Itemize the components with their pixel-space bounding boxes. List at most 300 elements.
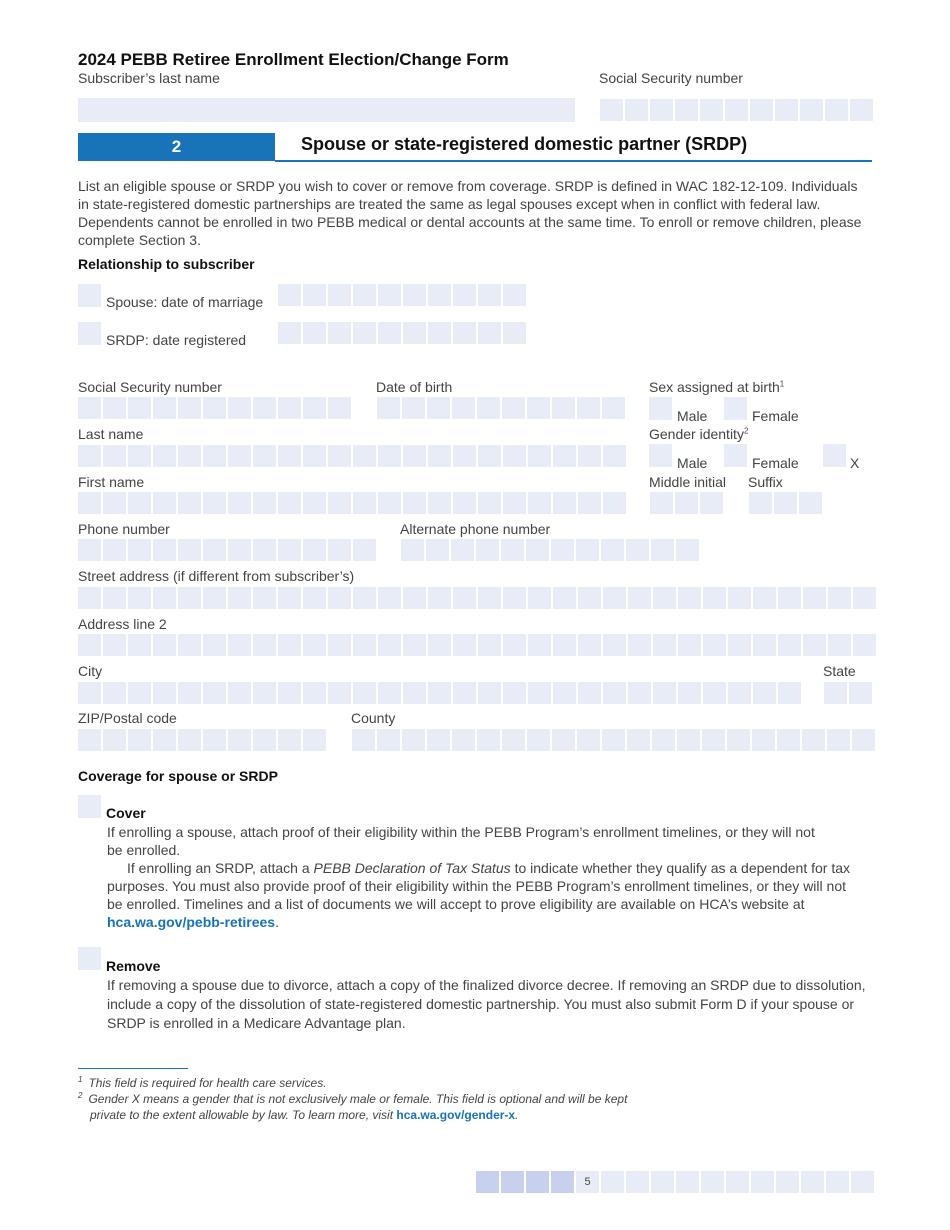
subscriber-last-name-label: Subscriber’s last name (78, 70, 220, 86)
char-box[interactable] (103, 682, 126, 704)
char-box[interactable] (800, 99, 823, 121)
char-box[interactable] (503, 445, 526, 467)
char-box[interactable] (203, 397, 226, 419)
char-box[interactable] (203, 587, 226, 609)
char-box[interactable] (728, 682, 751, 704)
char-box[interactable] (328, 445, 351, 467)
char-box[interactable] (453, 322, 476, 344)
phone-input[interactable] (78, 539, 378, 561)
char-box[interactable] (578, 587, 601, 609)
char-box[interactable] (778, 634, 801, 656)
page-number: 5 (576, 1171, 599, 1193)
char-box[interactable] (799, 492, 822, 514)
char-box[interactable] (600, 99, 623, 121)
char-box[interactable] (401, 539, 424, 561)
gender-x-checkbox[interactable] (823, 444, 846, 467)
srdp-checkbox[interactable] (78, 322, 101, 345)
section-intro: List an eligible spouse or SRDP you wish to cover or remove from coverage. SRDP is defined in WAC 182-12-109. Individuals in state-registered domestic partnerships are treated the same as legal spouses except when in conflict with federal law. Dependents cannot be enrolled in two PEBB medical or dental accounts at the same time. To enroll or remove children, please complete Section 3. (78, 178, 862, 248)
page-cell (726, 1171, 749, 1193)
char-box[interactable] (403, 322, 426, 344)
cover-checkbox[interactable] (78, 795, 101, 818)
char-box[interactable] (253, 587, 276, 609)
char-box[interactable] (603, 634, 626, 656)
char-box[interactable] (803, 634, 826, 656)
middle-initial-input[interactable] (650, 492, 725, 514)
char-box[interactable] (453, 445, 476, 467)
char-box[interactable] (478, 322, 501, 344)
char-box[interactable] (403, 284, 426, 306)
char-box[interactable] (128, 397, 151, 419)
char-box[interactable] (78, 682, 101, 704)
char-box[interactable] (453, 587, 476, 609)
char-box[interactable] (353, 539, 376, 561)
char-box[interactable] (378, 284, 401, 306)
gender-label: Gender identity$^2$ (649, 426, 749, 442)
char-box[interactable] (827, 729, 850, 751)
char-box[interactable] (103, 397, 126, 419)
char-box[interactable] (153, 682, 176, 704)
subscriber-last-name-input[interactable] (78, 98, 575, 122)
char-box[interactable] (78, 445, 101, 467)
char-box[interactable] (228, 634, 251, 656)
char-box[interactable] (153, 492, 176, 514)
page-cell (501, 1171, 524, 1193)
char-box[interactable] (253, 682, 276, 704)
char-box[interactable] (178, 397, 201, 419)
char-box[interactable] (228, 729, 251, 751)
first-name-input[interactable] (78, 492, 628, 514)
char-box[interactable] (725, 99, 748, 121)
char-box[interactable] (628, 634, 651, 656)
char-box[interactable] (353, 492, 376, 514)
char-box[interactable] (128, 492, 151, 514)
char-box[interactable] (278, 682, 301, 704)
char-box[interactable] (353, 445, 376, 467)
char-box[interactable] (303, 682, 326, 704)
char-box[interactable] (803, 587, 826, 609)
char-box[interactable] (303, 397, 326, 419)
char-box[interactable] (427, 729, 450, 751)
char-box[interactable] (528, 445, 551, 467)
char-box[interactable] (478, 634, 501, 656)
char-box[interactable] (228, 492, 251, 514)
char-box[interactable] (849, 682, 872, 704)
char-box[interactable] (428, 587, 451, 609)
char-box[interactable] (352, 729, 375, 751)
char-box[interactable] (852, 729, 875, 751)
char-box[interactable] (178, 492, 201, 514)
char-box[interactable] (203, 445, 226, 467)
char-box[interactable] (478, 682, 501, 704)
char-box[interactable] (653, 634, 676, 656)
subscriber-ssn-label: Social Security number (599, 70, 743, 86)
char-box[interactable] (178, 445, 201, 467)
char-box[interactable] (103, 587, 126, 609)
char-box[interactable] (78, 587, 101, 609)
char-box[interactable] (203, 729, 226, 751)
char-box[interactable] (428, 492, 451, 514)
char-box[interactable] (452, 729, 475, 751)
char-box[interactable] (625, 99, 648, 121)
gender-x-link[interactable]: hca.wa.gov/gender-x (396, 1108, 516, 1122)
char-box[interactable] (178, 729, 201, 751)
char-box[interactable] (478, 445, 501, 467)
char-box[interactable] (377, 397, 400, 419)
char-box[interactable] (353, 634, 376, 656)
char-box[interactable] (402, 397, 425, 419)
char-box[interactable] (153, 587, 176, 609)
char-box[interactable] (253, 634, 276, 656)
char-box[interactable] (403, 634, 426, 656)
char-box[interactable] (203, 634, 226, 656)
char-box[interactable] (553, 492, 576, 514)
char-box[interactable] (752, 729, 775, 751)
char-box[interactable] (453, 284, 476, 306)
char-box[interactable] (828, 587, 851, 609)
char-box[interactable] (553, 634, 576, 656)
char-box[interactable] (328, 397, 351, 419)
sex-male-checkbox[interactable] (649, 397, 672, 420)
char-box[interactable] (303, 634, 326, 656)
char-box[interactable] (253, 397, 276, 419)
char-box[interactable] (378, 634, 401, 656)
char-box[interactable] (601, 539, 624, 561)
char-box[interactable] (552, 397, 575, 419)
char-box[interactable] (775, 99, 798, 121)
char-box[interactable] (528, 682, 551, 704)
char-box[interactable] (728, 634, 751, 656)
street-input[interactable] (78, 587, 878, 609)
char-box[interactable] (749, 492, 772, 514)
char-box[interactable] (378, 322, 401, 344)
char-box[interactable] (802, 729, 825, 751)
char-box[interactable] (353, 587, 376, 609)
char-box[interactable] (476, 539, 499, 561)
char-box[interactable] (577, 729, 600, 751)
char-box[interactable] (777, 729, 800, 751)
char-box[interactable] (502, 729, 525, 751)
char-box[interactable] (675, 99, 698, 121)
char-box[interactable] (403, 492, 426, 514)
char-box[interactable] (253, 539, 276, 561)
last-name-input[interactable] (78, 445, 628, 467)
char-box[interactable] (451, 539, 474, 561)
char-box[interactable] (328, 492, 351, 514)
char-box[interactable] (778, 682, 801, 704)
char-box[interactable] (228, 682, 251, 704)
char-box[interactable] (278, 587, 301, 609)
spouse-checkbox[interactable] (78, 284, 101, 307)
gender-female-checkbox[interactable] (724, 444, 747, 467)
char-box[interactable] (328, 634, 351, 656)
char-box[interactable] (750, 99, 773, 121)
char-box[interactable] (403, 445, 426, 467)
char-box[interactable] (452, 397, 475, 419)
char-box[interactable] (303, 492, 326, 514)
char-box[interactable] (153, 445, 176, 467)
char-box[interactable] (128, 634, 151, 656)
char-box[interactable] (278, 284, 301, 306)
char-box[interactable] (552, 729, 575, 751)
char-box[interactable] (553, 445, 576, 467)
char-box[interactable] (503, 587, 526, 609)
char-box[interactable] (378, 445, 401, 467)
char-box[interactable] (253, 445, 276, 467)
char-box[interactable] (478, 284, 501, 306)
char-box[interactable] (103, 492, 126, 514)
dob-label: Date of birth (376, 379, 453, 395)
char-box[interactable] (278, 634, 301, 656)
char-box[interactable] (853, 587, 876, 609)
char-box[interactable] (153, 634, 176, 656)
char-box[interactable] (428, 634, 451, 656)
char-box[interactable] (753, 682, 776, 704)
char-box[interactable] (378, 492, 401, 514)
char-box[interactable] (477, 397, 500, 419)
char-box[interactable] (153, 729, 176, 751)
char-box[interactable] (626, 539, 649, 561)
char-box[interactable] (103, 729, 126, 751)
char-box[interactable] (675, 492, 698, 514)
subscriber-ssn-input[interactable] (600, 99, 875, 121)
char-box[interactable] (728, 587, 751, 609)
char-box[interactable] (578, 634, 601, 656)
char-box[interactable] (503, 284, 526, 306)
char-box[interactable] (228, 397, 251, 419)
char-box[interactable] (652, 729, 675, 751)
char-box[interactable] (753, 587, 776, 609)
char-box[interactable] (778, 587, 801, 609)
char-box[interactable] (603, 587, 626, 609)
page-cell (801, 1171, 824, 1193)
char-box[interactable] (653, 682, 676, 704)
char-box[interactable] (78, 492, 101, 514)
char-box[interactable] (478, 587, 501, 609)
char-box[interactable] (703, 682, 726, 704)
char-box[interactable] (128, 729, 151, 751)
char-box[interactable] (702, 729, 725, 751)
registered-date-input[interactable] (278, 322, 528, 344)
char-box[interactable] (825, 99, 848, 121)
char-box[interactable] (700, 492, 723, 514)
address2-input[interactable] (78, 634, 878, 656)
char-box[interactable] (377, 729, 400, 751)
char-box[interactable] (403, 587, 426, 609)
pebb-retirees-link[interactable]: hca.wa.gov/pebb-retirees (107, 914, 276, 930)
char-box[interactable] (602, 729, 625, 751)
char-box[interactable] (353, 682, 376, 704)
char-box[interactable] (402, 729, 425, 751)
street-label: Street address (if different from subscriber’s) (78, 568, 355, 584)
char-box[interactable] (727, 729, 750, 751)
char-box[interactable] (853, 634, 876, 656)
char-box[interactable] (128, 539, 151, 561)
char-box[interactable] (103, 539, 126, 561)
char-box[interactable] (303, 322, 326, 344)
char-box[interactable] (303, 445, 326, 467)
char-box[interactable] (850, 99, 873, 121)
county-input[interactable] (352, 729, 877, 751)
char-box[interactable] (551, 539, 574, 561)
char-box[interactable] (676, 539, 699, 561)
char-box[interactable] (501, 539, 524, 561)
alt-phone-input[interactable] (401, 539, 701, 561)
char-box[interactable] (178, 634, 201, 656)
char-box[interactable] (78, 634, 101, 656)
state-input[interactable] (824, 682, 874, 704)
char-box[interactable] (453, 682, 476, 704)
char-box[interactable] (503, 634, 526, 656)
char-box[interactable] (278, 729, 301, 751)
char-box[interactable] (602, 397, 625, 419)
char-box[interactable] (103, 634, 126, 656)
char-box[interactable] (128, 682, 151, 704)
char-box[interactable] (650, 492, 673, 514)
char-box[interactable] (477, 729, 500, 751)
char-box[interactable] (203, 682, 226, 704)
char-box[interactable] (203, 492, 226, 514)
char-box[interactable] (153, 397, 176, 419)
char-box[interactable] (603, 682, 626, 704)
char-box[interactable] (428, 284, 451, 306)
char-box[interactable] (603, 492, 626, 514)
char-box[interactable] (703, 587, 726, 609)
char-box[interactable] (428, 682, 451, 704)
char-box[interactable] (78, 729, 101, 751)
char-box[interactable] (278, 445, 301, 467)
char-box[interactable] (453, 492, 476, 514)
char-box[interactable] (228, 587, 251, 609)
char-box[interactable] (178, 539, 201, 561)
char-box[interactable] (303, 729, 326, 751)
char-box[interactable] (428, 322, 451, 344)
char-box[interactable] (453, 634, 476, 656)
char-box[interactable] (628, 587, 651, 609)
relationship-heading: Relationship to subscriber (78, 256, 255, 272)
char-box[interactable] (128, 587, 151, 609)
char-box[interactable] (677, 729, 700, 751)
char-box[interactable] (628, 682, 651, 704)
char-box[interactable] (427, 397, 450, 419)
srdp-label: SRDP: date registered (106, 332, 247, 348)
char-box[interactable] (651, 539, 674, 561)
char-box[interactable] (527, 397, 550, 419)
char-box[interactable] (528, 634, 551, 656)
char-box[interactable] (503, 322, 526, 344)
char-box[interactable] (553, 682, 576, 704)
char-box[interactable] (578, 445, 601, 467)
char-box[interactable] (353, 284, 376, 306)
dob-input[interactable] (377, 397, 627, 419)
gender-male-checkbox[interactable] (649, 444, 672, 467)
char-box[interactable] (428, 445, 451, 467)
char-box[interactable] (577, 397, 600, 419)
char-box[interactable] (278, 397, 301, 419)
char-box[interactable] (526, 539, 549, 561)
marriage-date-input[interactable] (278, 284, 528, 306)
spouse-ssn-input[interactable] (78, 397, 353, 419)
char-box[interactable] (502, 397, 525, 419)
char-box[interactable] (700, 99, 723, 121)
char-box[interactable] (503, 682, 526, 704)
char-box[interactable] (678, 587, 701, 609)
char-box[interactable] (650, 99, 673, 121)
char-box[interactable] (153, 539, 176, 561)
char-box[interactable] (353, 322, 376, 344)
char-box[interactable] (328, 682, 351, 704)
char-box[interactable] (578, 492, 601, 514)
sex-female-checkbox[interactable] (724, 397, 747, 420)
char-box[interactable] (824, 682, 847, 704)
char-box[interactable] (678, 634, 701, 656)
char-box[interactable] (403, 682, 426, 704)
char-box[interactable] (303, 587, 326, 609)
char-box[interactable] (253, 729, 276, 751)
char-box[interactable] (553, 587, 576, 609)
char-box[interactable] (528, 492, 551, 514)
char-box[interactable] (328, 539, 351, 561)
zip-input[interactable] (78, 729, 328, 751)
city-input[interactable] (78, 682, 803, 704)
char-box[interactable] (128, 445, 151, 467)
char-box[interactable] (527, 729, 550, 751)
char-box[interactable] (253, 492, 276, 514)
char-box[interactable] (653, 587, 676, 609)
char-box[interactable] (578, 682, 601, 704)
char-box[interactable] (828, 634, 851, 656)
char-box[interactable] (278, 539, 301, 561)
char-box[interactable] (178, 587, 201, 609)
char-box[interactable] (278, 492, 301, 514)
char-box[interactable] (603, 445, 626, 467)
char-box[interactable] (576, 539, 599, 561)
char-box[interactable] (278, 322, 301, 344)
char-box[interactable] (78, 539, 101, 561)
char-box[interactable] (528, 587, 551, 609)
char-box[interactable] (178, 682, 201, 704)
section-number: 2 (78, 133, 275, 161)
suffix-input[interactable] (749, 492, 824, 514)
section-title: Spouse or state-registered domestic partner (SRDP) (301, 134, 748, 154)
page-cell (626, 1171, 649, 1193)
char-box[interactable] (503, 492, 526, 514)
city-label: City (78, 663, 103, 679)
remove-checkbox[interactable] (78, 947, 101, 970)
char-box[interactable] (378, 587, 401, 609)
char-box[interactable] (203, 539, 226, 561)
char-box[interactable] (228, 539, 251, 561)
suffix-label: Suffix (748, 474, 783, 490)
char-box[interactable] (103, 445, 126, 467)
gender-female-label: Female (752, 455, 799, 471)
char-box[interactable] (627, 729, 650, 751)
char-box[interactable] (328, 284, 351, 306)
char-box[interactable] (303, 284, 326, 306)
char-box[interactable] (426, 539, 449, 561)
page-cell (476, 1171, 499, 1193)
char-box[interactable] (678, 682, 701, 704)
char-box[interactable] (303, 539, 326, 561)
char-box[interactable] (478, 492, 501, 514)
char-box[interactable] (378, 682, 401, 704)
char-box[interactable] (753, 634, 776, 656)
char-box[interactable] (228, 445, 251, 467)
char-box[interactable] (774, 492, 797, 514)
char-box[interactable] (703, 634, 726, 656)
char-box[interactable] (328, 587, 351, 609)
char-box[interactable] (328, 322, 351, 344)
char-box[interactable] (78, 397, 101, 419)
